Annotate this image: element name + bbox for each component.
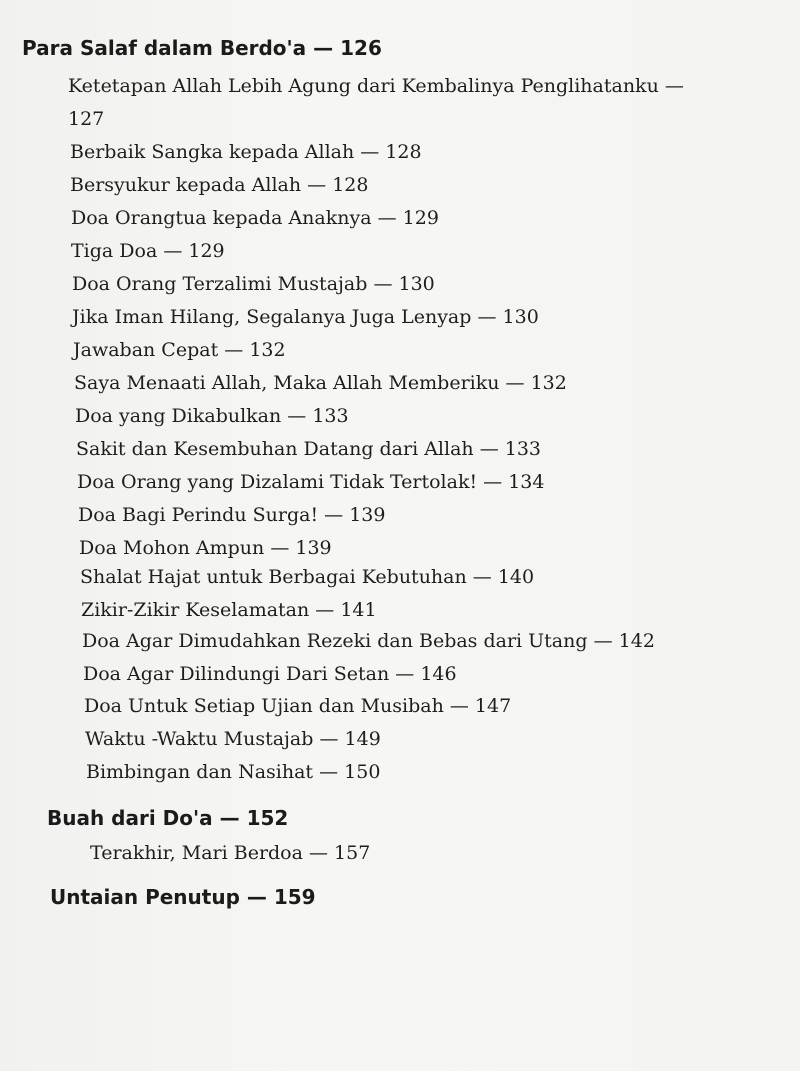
entry-page: 132 <box>249 339 286 361</box>
toc-entry <box>68 74 684 98</box>
toc-entry <box>75 404 349 428</box>
entry-title: Doa Agar Dimudahkan Rezeki dan Bebas dari Utang <box>82 630 588 652</box>
entry-title: Doa Orang Terzalimi Mustajab <box>72 273 368 295</box>
section-title: Untaian Penutup <box>50 885 240 909</box>
toc-entry <box>80 565 534 589</box>
entry-page: 134 <box>508 471 545 493</box>
entry-page: 130 <box>398 273 435 295</box>
entry-title: Doa Untuk Setiap Ujian dan Musibah <box>84 695 444 717</box>
separator: — <box>373 273 393 295</box>
entry-page: 146 <box>420 663 457 685</box>
separator: — <box>224 339 244 361</box>
toc-entry <box>77 470 544 494</box>
entry-page: 132 <box>530 372 567 394</box>
toc-entry <box>83 662 457 686</box>
toc-entry <box>74 371 567 395</box>
separator: — <box>377 207 397 229</box>
entry-page: 127 <box>68 108 105 130</box>
entry-title: Terakhir, Mari Berdoa <box>90 842 303 864</box>
separator: — <box>319 761 339 783</box>
section-title: Para Salaf dalam Berdo'a <box>22 36 307 60</box>
entry-title: Jawaban Cepat <box>73 339 219 361</box>
entry-page: 140 <box>497 566 535 588</box>
entry-title: Doa yang Dikabulkan <box>75 405 282 427</box>
entry-page: 129 <box>402 207 439 229</box>
section-title: Buah dari Do'a <box>47 806 213 830</box>
entry-page: 149 <box>344 728 381 750</box>
separator: — <box>449 695 469 717</box>
separator: — <box>360 141 380 163</box>
section-page: 126 <box>340 36 382 60</box>
entry-title: Ketetapan Allah Lebih Agung dari Kembalinya Penglihatanku <box>68 75 659 97</box>
entry-title: Doa Bagi Perindu Surga! <box>78 504 319 526</box>
entry-page: 133 <box>312 405 349 427</box>
toc-entry <box>72 272 435 296</box>
toc-entry <box>84 694 511 718</box>
section-page: 152 <box>246 806 289 830</box>
entry-page: 142 <box>618 630 655 652</box>
separator: — <box>313 36 334 60</box>
separator: — <box>287 405 307 427</box>
entry-title: Shalat Hajat untuk Berbagai Kebutuhan <box>80 566 467 588</box>
toc-entry <box>76 437 541 461</box>
entry-title: Zikir-Zikir Keselamatan <box>81 599 310 621</box>
separator: — <box>270 537 290 559</box>
separator: — <box>315 599 335 621</box>
separator: — <box>324 504 344 526</box>
entry-page: 141 <box>340 599 377 621</box>
entry-page: 150 <box>344 761 381 783</box>
toc-entry <box>71 206 439 230</box>
toc-section-heading <box>47 806 288 830</box>
section-page: 159 <box>273 885 316 909</box>
entry-title: Doa Orang yang Dizalami Tidak Tertolak! <box>77 471 478 493</box>
entry-page: 147 <box>474 695 512 717</box>
separator: — <box>163 240 183 262</box>
separator: — <box>483 471 503 493</box>
toc-entry <box>73 338 286 362</box>
separator: — <box>472 566 492 588</box>
toc-entry <box>72 305 539 329</box>
toc-entry <box>71 239 225 263</box>
separator: — <box>505 372 525 394</box>
entry-page: 139 <box>349 504 386 526</box>
toc-section-heading <box>50 885 316 909</box>
separator: — <box>309 842 328 864</box>
entry-title: Saya Menaati Allah, Maka Allah Memberiku <box>74 372 500 394</box>
separator: — <box>395 663 415 685</box>
entry-page: 133 <box>504 438 542 460</box>
separator: — <box>479 438 499 460</box>
separator: — <box>307 174 327 196</box>
toc-section-heading <box>22 36 382 60</box>
entry-title: Doa Agar Dilindungi Dari Setan <box>83 663 390 685</box>
entry-title: Bersyukur kepada Allah <box>70 174 302 196</box>
entry-title: Tiga Doa <box>71 240 158 262</box>
toc-entry-continuation <box>68 107 104 131</box>
entry-page: 139 <box>295 537 332 559</box>
entry-title: Sakit dan Kesembuhan Datang dari Allah <box>76 438 474 460</box>
entry-title: Doa Mohon Ampun <box>79 537 265 559</box>
entry-title: Bimbingan dan Nasihat <box>86 761 314 783</box>
separator: — <box>219 806 240 830</box>
toc-entry <box>70 140 422 164</box>
toc-entry <box>70 173 368 197</box>
entry-title: Berbaik Sangka kepada Allah <box>70 141 355 163</box>
entry-page: 128 <box>332 174 369 196</box>
separator: — <box>246 885 267 909</box>
toc-entry <box>78 503 385 527</box>
entry-title: Waktu -Waktu Mustajab <box>85 728 314 750</box>
toc-entry <box>86 760 380 784</box>
separator: — <box>319 728 339 750</box>
entry-page: 130 <box>502 306 539 328</box>
entry-title: Jika Iman Hilang, Segalanya Juga Lenyap <box>72 306 472 328</box>
toc-entry <box>81 598 377 622</box>
toc-entry <box>82 629 655 653</box>
entry-title: Doa Orangtua kepada Anaknya <box>71 207 372 229</box>
toc-entry <box>79 536 332 560</box>
separator: — <box>593 630 613 652</box>
entry-page: 157 <box>334 842 371 864</box>
separator: — <box>477 306 497 328</box>
separator: — <box>664 75 684 97</box>
toc-entry <box>85 727 381 751</box>
entry-page: 129 <box>188 240 225 262</box>
toc-entry <box>90 841 370 865</box>
entry-page: 128 <box>385 141 422 163</box>
